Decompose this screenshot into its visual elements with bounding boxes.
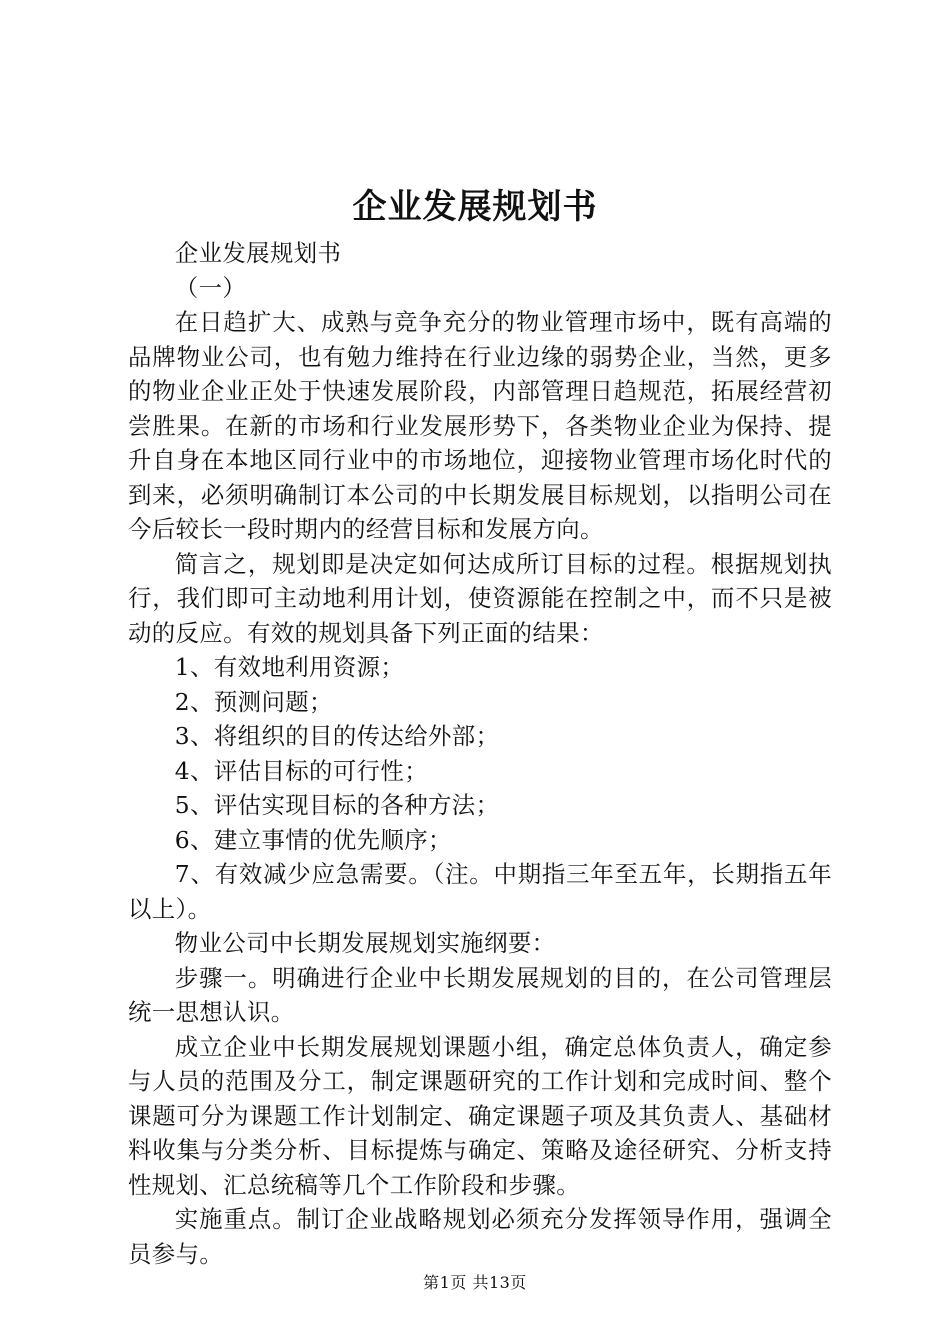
- paragraph: （一）: [174, 273, 247, 302]
- page-footer: 第1页 共13页: [423, 1273, 527, 1292]
- list-item: 1、有效地利用资源；: [174, 653, 405, 681]
- paragraph: 企业发展规划书: [174, 239, 342, 267]
- list-item: 6、建立事情的优先顺序；: [174, 825, 452, 854]
- paragraph: 物业公司中长期发展规划实施纲要：: [174, 929, 556, 957]
- list-item: 3、将组织的目的传达给外部；: [174, 722, 500, 750]
- list-item: 2、预测问题；: [174, 687, 333, 716]
- paragraph: 步骤一。明确进行企业中长期发展规划的目的，在公司管理层统一思想认识。: [128, 963, 832, 1026]
- list-item: 7、有效减少应急需要。（注。中期指三年至五年，长期指五年以上）。: [128, 860, 832, 923]
- document-title: 企业发展规划书: [352, 187, 598, 227]
- paragraph: 成立企业中长期发展规划课题小组，确定总体负责人，确定参与人员的范围及分工，制定课题研究的工作计划和完成时间、整个课题可分为课题工作计划制定、确定课题子项及其负责人、基础材料收集与分类分析、目标提炼与确定、策略及途径研究、分析支持性规划、汇总统稿等几个工作阶段和步骤。: [128, 1032, 832, 1199]
- paragraph: 简言之，规划即是决定如何达成所订目标的过程。根据规划执行，我们即可主动地利用计划，使资源能在控制之中，而不只是被动的反应。有效的规划具备下列正面的结果：: [128, 549, 832, 647]
- list-item: 4、评估目标的可行性；: [174, 756, 428, 785]
- list-item: 5、评估实现目标的各种方法；: [174, 791, 500, 819]
- paragraph: 实施重点。制订企业战略规划必须充分发挥领导作用，强调全员参与。: [128, 1205, 832, 1268]
- paragraph: 在日趋扩大、成熟与竞争充分的物业管理市场中，既有高端的品牌物业公司，也有勉力维持在行业边缘的弱势企业，当然，更多的物业企业正处于快速发展阶段，内部管理日趋规范，拓展经营初尝胜果。在新的市场和行业发展形势下，各类物业企业为保持、提升自身在本地区同行业中的市场地位，迎接物业管理市场化时代的到来，必须明确制订本公司的中长期发展目标规划，以指明公司在今后较长一段时期内的经营目标和发展方向。: [128, 308, 832, 543]
- document-body: [128, 236, 832, 1271]
